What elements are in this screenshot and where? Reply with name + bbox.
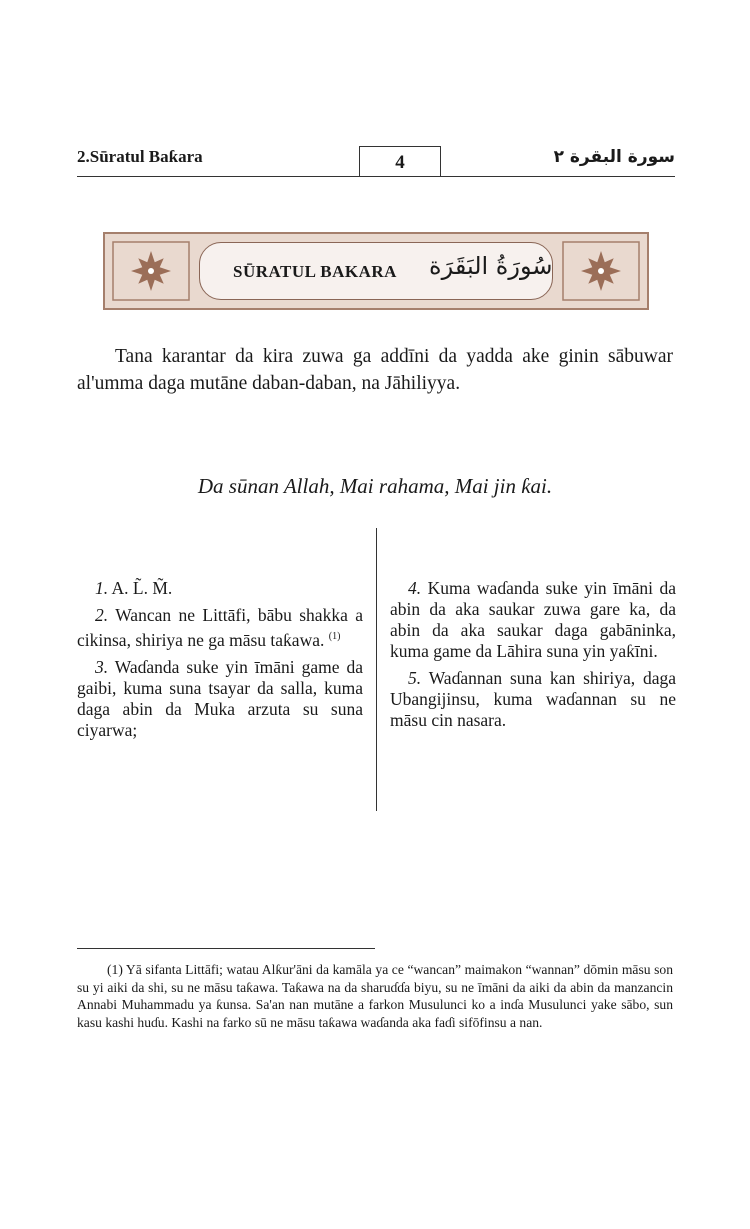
verse [390,578,676,662]
running-header-arabic: سورة البقرة ٢ [553,147,675,167]
running-header-title: 2.Sūratul Baƙara [77,147,203,166]
verse-number: 3. [95,656,109,677]
star-ornament-icon [111,240,191,302]
surah-title: SŪRATUL BAKARA [233,262,397,281]
verse-number: 1. [95,578,109,598]
header-rule [77,176,675,177]
surah-banner [103,232,649,310]
verse [77,657,363,741]
verse-number: 2. [95,605,109,625]
page-number: 4 [359,146,441,177]
verse-text: Waɗanda suke yin īmāni game da gaibi, kuma suna tsayar da salla, kuma daga abin da Muka arzuta su suna ciyarwa; [77,656,363,740]
footnote: (1) Yā sifanta Littāfi; watau Alƙur'āni da kamāla ya ce “wancan” maimakon “wannan” dōmin māsu son su yi aiki da shi, su ne māsu taƙawa. Taƙawa na da sharuɗɗa biyu, su ne īmāni da aiki da abin da manzancin Annabi Muhammadu ya ƙunsa. Sa'an nan mutāne a farkon Musulunci ko a inɗa Musulunci yake sābo, sun kasu kashi huɗu. Kashi na farko sū ne māsu taƙawa waɗanda aka faɗi sifōfinsu a nan. [77,962,673,1030]
verse-column-left [77,578,363,747]
column-divider [376,528,377,811]
verse-text: A. L̃. M̃. [111,578,173,598]
surah-title-arabic: سُورَةُ البَقَرَة [429,252,553,280]
verse-text: Kuma waɗanda suke yin īmāni da abin da aka saukar zuwa gare ka, da abin da aka saukar daga gabāninka, kuma game da Lāhira suna yin yaƙīni. [390,578,676,661]
surah-introduction: Tana karantar da kira zuwa ga addīni da yadda ake ginin sābuwar al'umma daga mutāne daban-daban, na Jāhiliyya. [77,346,673,394]
footnote-rule [77,948,375,949]
verse-number: 5. [408,668,422,688]
verse-column-right [390,578,676,737]
verse [77,605,363,651]
verse [390,668,676,731]
verse [77,578,363,599]
verse-number: 4. [408,578,422,598]
verse-text: Wancan ne Littāfi, bābu shakka a cikinsa, shiriya ne ga māsu taƙawa. [77,605,363,650]
basmala: Da sūnan Allah, Mai rahama, Mai jin ƙai. [197,474,553,498]
footnote-ref[interactable]: (1) [328,631,341,642]
verse-text: Waɗannan suna kan shiriya, daga Ubangijinsu, kuma waɗannan su ne māsu cin nasara. [390,668,676,730]
star-ornament-icon [561,240,641,302]
